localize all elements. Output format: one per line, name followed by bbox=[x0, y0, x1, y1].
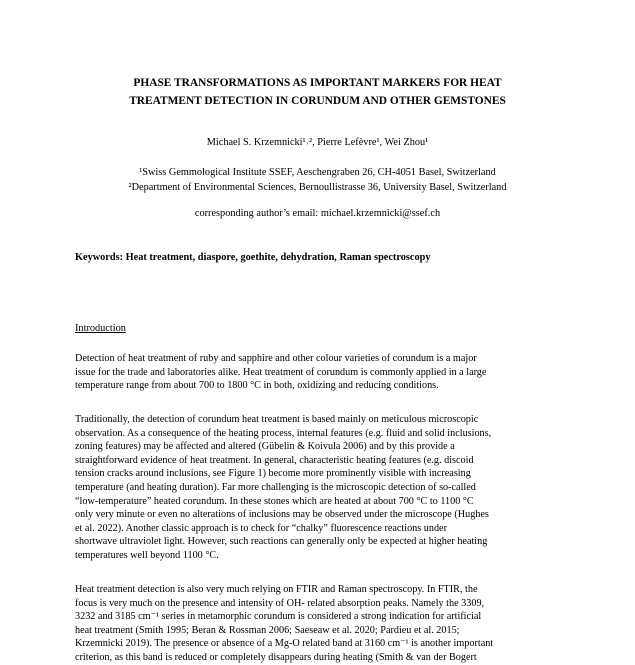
keywords: Keywords: Heat treatment, diaspore, goethite, dehydration, Raman spectroscopy bbox=[75, 252, 431, 263]
text-line: 3232 and 3185 cm⁻¹ series in metamorphic corundum is considered a strong indication for artificial bbox=[75, 611, 482, 623]
text-line: Detection of heat treatment of ruby and sapphire and other colour varieties of corundum is a major bbox=[75, 353, 477, 364]
text-line: straightforward evidence of heat treatment. In general, characteristic heating features (e.g. discoid bbox=[75, 454, 474, 466]
text-line: zoning features) may be affected and altered (Gübelin & Koivula 2006) and by this provide a bbox=[75, 441, 455, 453]
text-line: focus is very much on the presence and intensity of OH- related absorption peaks. Namely the 3309, bbox=[75, 597, 485, 609]
affiliation-line: ²Department of Environmental Sciences, Bernoullistrasse 36, University Basel, Switzerland bbox=[128, 182, 507, 193]
text-line: temperature range from about 700 to 1800 °C in both, oxidizing and reducing conditions. bbox=[75, 380, 439, 392]
affiliation-line: ¹Swiss Gemmological Institute SSEF, Aeschengraben 26, CH-4051 Basel, Switzerland bbox=[139, 167, 496, 178]
text-line: shortwave ultraviolet light. However, such reactions can generally only be expected at higher heating bbox=[75, 536, 488, 548]
text-line: “low-temperature” heated corundum. In these stones which are heated at about 700 °C to 1100 °C bbox=[75, 495, 474, 507]
text-line: heat treatment (Smith 1995; Beran & Rossman 2006; Saeseaw et al. 2020; Pardieu et al. 2015; bbox=[75, 624, 460, 636]
author-list: Michael S. Krzemnicki¹˒², Pierre Lefèvre¹, Wei Zhou¹ bbox=[206, 137, 429, 148]
text-line: Heat treatment detection is also very much relying on FTIR and Raman spectroscopy. In FTIR, the bbox=[75, 584, 478, 595]
text-line: Traditionally, the detection of corundum heat treatment is based mainly on meticulous microscopic bbox=[75, 414, 479, 425]
text-line: temperatures well beyond 1100 °C. bbox=[75, 549, 219, 561]
text-line: temperature (and heating duration). Far more challenging is the microscopic detection of so-called bbox=[75, 481, 476, 493]
text-line: only very minute or even no alterations of inclusions may be observed under the microscope (Hughes bbox=[75, 509, 489, 521]
title-line: TREATMENT DETECTION IN CORUNDUM AND OTHER GEMSTONES bbox=[129, 95, 506, 107]
text-line: observation. As a consequence of the heating process, internal features (e.g. fluid and solid inclusions, bbox=[75, 427, 492, 439]
text-line: et al. 2022). Another classic approach is to check for “chalky” fluorescence reactions under bbox=[75, 522, 447, 534]
text-line: Krzemnicki 2019). The presence or absence of a Mg-O related band at 3160 cm⁻¹ is another important bbox=[75, 638, 494, 650]
text-line: issue for the trade and laboratories alike. Heat treatment of corundum is commonly applied in a large bbox=[75, 366, 487, 378]
paragraph-1 bbox=[75, 352, 575, 393]
paragraph-3 bbox=[75, 583, 575, 665]
corresponding-email: corresponding author’s email: michael.krzemnicki@ssef.ch bbox=[194, 208, 441, 219]
paragraph-2 bbox=[75, 413, 575, 563]
text-line: criterion, as this band is reduced or completely disappears during heating (Smith & van der Bogert bbox=[75, 651, 477, 663]
title-line: PHASE TRANSFORMATIONS AS IMPORTANT MARKERS FOR HEAT bbox=[133, 77, 502, 89]
text-line: tension cracks around inclusions, see Figure 1) become more prominently visible with increasing bbox=[75, 468, 471, 480]
section-heading-introduction: Introduction bbox=[75, 323, 126, 334]
paper-title bbox=[60, 74, 575, 110]
affiliations bbox=[0, 165, 635, 195]
